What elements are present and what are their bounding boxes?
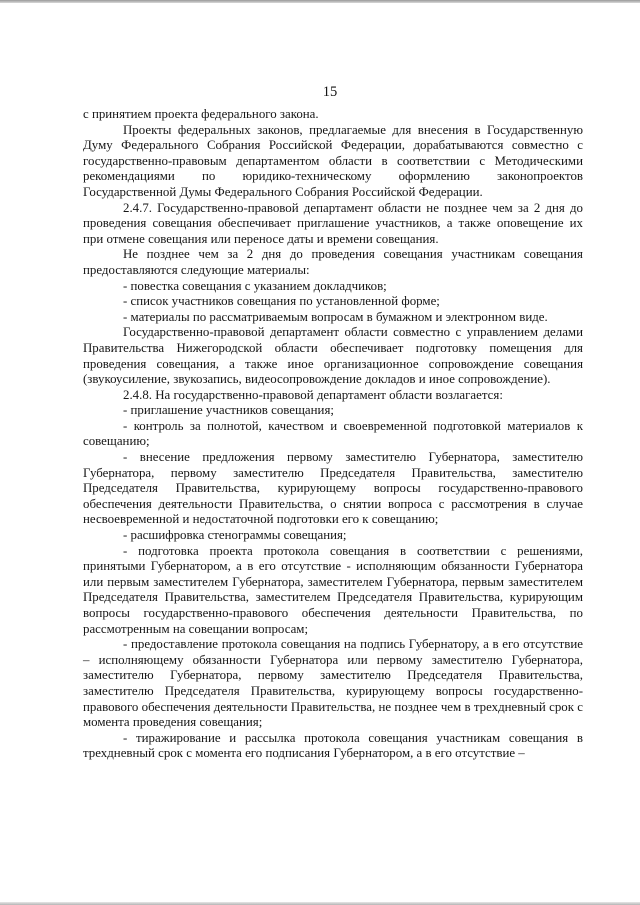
list-item: - повестка совещания с указанием докладчиков; [123,278,387,293]
list-item: - внесение предложения первому заместителю Губернатора, заместителю Губернатора, первому заместителю Председателя Правительства, заместителю Председателя Правительства, курирующему вопросы государственно-правового обеспечения деятельности Правительства, о снятии вопроса с рассмотрения в случае несвоевременной и недостаточной подготовки его к совещанию; [83,450,583,527]
paragraph: Проекты федеральных законов, предлагаемые для внесения в Государственную Думу Федерального Собрания Российской Федерации, дорабатываются совместно с государственно-правовым департаментом области в соответствии с Методическими рекомендациями по юридико-техническому оформлению законопроектов Государственной Думы Федерального Собрания Российской Федерации. [83,122,583,199]
page-number: 15 [322,84,338,100]
document-body [83,107,583,762]
list-item: - материалы по рассматриваемым вопросам в бумажном и электронном виде. [123,309,548,324]
page-top-edge [0,0,640,3]
paragraph: Не позднее чем за 2 дня до проведения совещания участникам совещания предоставляются следующие материалы: [83,247,583,277]
list-item: - контроль за полнотой, качеством и своевременной подготовкой материалов к совещанию; [83,418,583,449]
paragraph: Государственно-правовой департамент области совместно с управлением делами Правительства Нижегородской области обеспечивает подготовку помещения для проведения совещания, а также иное организационное сопровождение совещания (звукоусиление, звукозапись, видеосопровождение докладов и иное сопровождение). [83,325,583,387]
list-item: - предоставление протокола совещания на подпись Губернатору, а в его отсутствие – исполняющему обязанности Губернатора или первому заместителю Губернатора, заместителю Губернатора, первому заместителю Председателя Правительства, заместителю Председателя Правительства, курирующему вопросы государственно-правового обеспечения деятельности Правительства, не позднее чем в трехдневный срок с момента проведения совещания; [83,637,583,730]
list-item: - подготовка проекта протокола совещания в соответствии с решениями, принятыми Губернатором, а в его отсутствие - исполняющим обязанности Губернатора или первым заместителем Губернатора, заместителем Губернатора, первым заместителем Председателя Правительства, заместителем Председателя Правительства, курирующим вопросы государственно-правового обеспечения деятельности Правительства, по рассмотренным на совещании вопросам; [83,543,583,636]
paragraph: с принятием проекта федерального закона. [83,107,319,121]
paragraph: 2.4.8. На государственно-правовой департамент области возлагается: [123,387,503,402]
list-item: - расшифровка стенограммы совещания; [123,528,347,543]
list-item: - список участников совещания по установленной форме; [123,294,440,309]
paragraph: 2.4.7. Государственно-правовой департамент области не позднее чем за 2 дня до проведения совещания обеспечивает приглашение участников, а также оповещение их при отмене совещания или переносе даты и времени совещания. [83,200,583,246]
list-item: - тиражирование и рассылка протокола совещания участникам совещания в трехдневный срок с момента его подписания Губернатором, а в его отсутствие – [83,730,583,761]
list-item: - приглашение участников совещания; [123,403,334,418]
